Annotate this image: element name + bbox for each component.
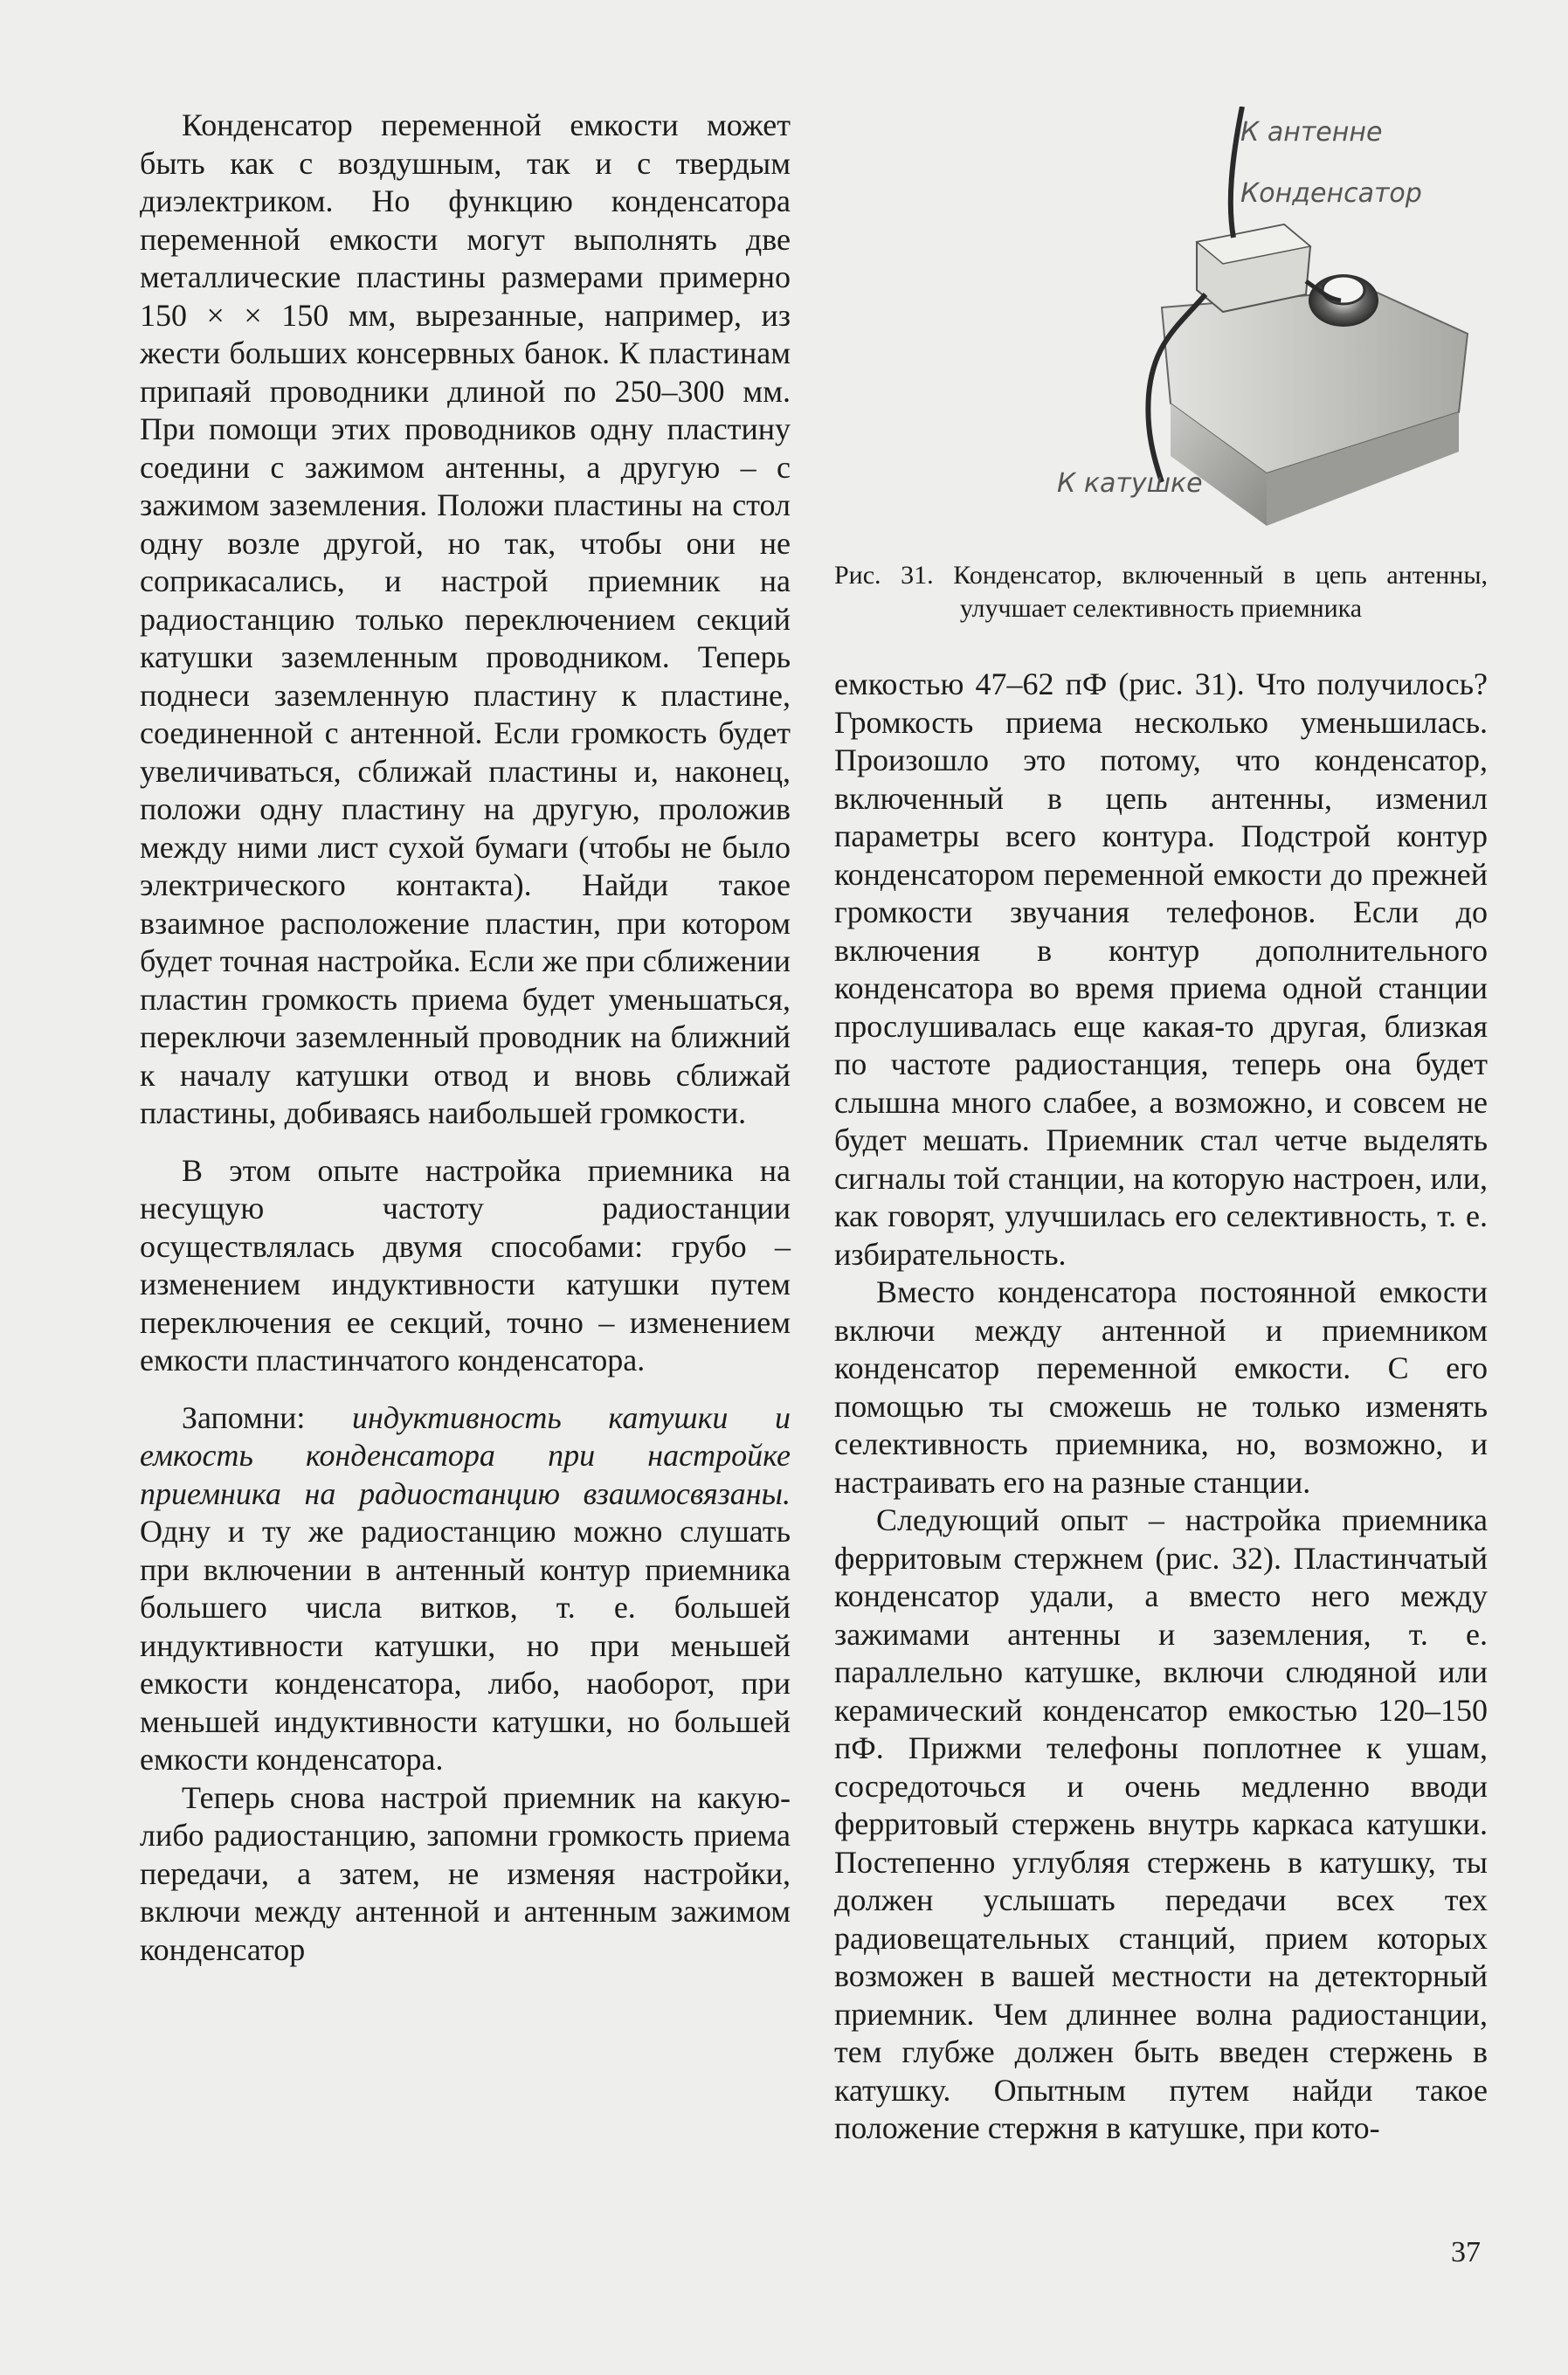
remember-emphasis: индуктивность катушки и емкость конденсатора при настройке приемника на радиостанцию взаимосвязаны. [140, 1399, 791, 1511]
paragraph: Конденсатор переменной емкости может быть как с воздушным, так и с твердым диэлектриком. Но функцию конденсатора переменной емкости могут выполнять две металлические пластины размерами примерно 150 × × 150 мм, вырезанные, например, из жести больших консервных банок. К пластинам припаяй проводники длиной по 250–300 мм. При помощи этих проводников одну пластину соедини с зажимом антенны, а другую – с зажимом заземления. Положи пластины на стол одну возле другой, но так, чтобы они не соприкасались, и настрой приемник на радиостанцию только переключением секций катушки заземленным проводником. Теперь поднеси заземленную пластину к пластине, соединенной с антенной. Если громкость будет увеличиваться, сближай пластины и, наконец, положи одну пластину на другую, проложив между ними лист сухой бумаги (чтобы не было электрического контакта). Найди такое взаимное расположение пластин, при котором будет точная настройка. Если же при сближении пластин громкость приема будет уменьшаться, переключи заземленный проводник на ближний к началу катушки отвод и вновь сближай пластины, добиваясь наибольшей громкости. [140, 107, 791, 1130]
paragraph: Следующий опыт – настройка приемника ферритовым стержнем (рис. 32). Пластинчатый конденсатор удали, а вместо него между зажимами антенны и заземления, т. е. параллельно катушке, включи слюдяной или керамический конденсатор емкостью 120–150 пФ. Прижми телефоны поплотнее к ушам, сосредоточься и очень медленно вводи ферритовый стержень внутрь каркаса катушки. Постепенно углубляя стержень в катушку, ты должен услышать передачи всех тех радиовещательных станций, прием которых возможен в вашей местности на детекторный приемник. Чем длиннее волна радиостанции, тем глубже должен быть введен стержень в катушку. Опытным путем найди такое положение стержня в катушке, при кото- [834, 1502, 1488, 2145]
paragraph: Теперь снова настрой приемник на какую-либо радиостанцию, запомни громкость приема передачи, а затем, не изменяя настройки, включи между антенной и антенным зажимом конденсатор [140, 1779, 791, 1967]
remember-text: Одну и ту же радиостанцию можно слушать при включении в антенный контур приемника большего числа витков, т. е. большей индуктивности катушки, но при меньшей емкости конденсатора, либо, наоборот, при меньшей индуктивности катушки, но большей емкости конденсатора. [140, 1514, 791, 1777]
remember-label: Запомни: [182, 1399, 306, 1435]
paragraph: Вместо конденсатора постоянной емкости включи между антенной и приемником конденсатор переменной емкости. С его помощью ты сможешь не только изменять селективность приемника, но, возможно, и настраивать его на разные станции. [834, 1274, 1488, 1500]
left-column [140, 107, 791, 1969]
paragraph: В этом опыте настройка приемника на несущую частоту радиостанции осуществлялась двумя способами: грубо – изменением индуктивности катушки путем переключения ее секций, точно – изменением емкости пластинчатого конденсатора. [140, 1152, 791, 1377]
label-capacitor: Конденсатор [1240, 178, 1422, 209]
paragraph: емкостью 47–62 пФ (рис. 31). Что получилось? Громкость приема несколько уменьшилась. Произошло это потому, что конденсатор, включенный в цепь антенны, изменил параметры всего контура. Подстрой контур конденсатором переменной емкости до прежней громкости звучания телефонов. Если до включения в контур дополнительного конденсатора во время приема одной станции прослушивалась еще какая-то другая, близкая по частоте радиостанция, теперь она будет слышна много слабее, а возможно, и совсем не будет мешать. Приемник стал четче выделять сигналы той станции, на которую настроен, или, как говорят, улучшилась его селективность, т. е. избирательность. [834, 666, 1488, 1272]
figure-31 [1005, 107, 1494, 561]
remember-paragraph [140, 1399, 791, 1779]
page-number: 37 [1451, 2236, 1481, 2268]
figure-caption: Рис. 31. Конденсатор, включенный в цепь антенны, улучшает селективность приемника [834, 561, 1488, 623]
terminal-cap [1323, 276, 1364, 304]
label-coil: К катушке [1057, 468, 1203, 499]
label-antenna: К антенне [1240, 117, 1383, 148]
